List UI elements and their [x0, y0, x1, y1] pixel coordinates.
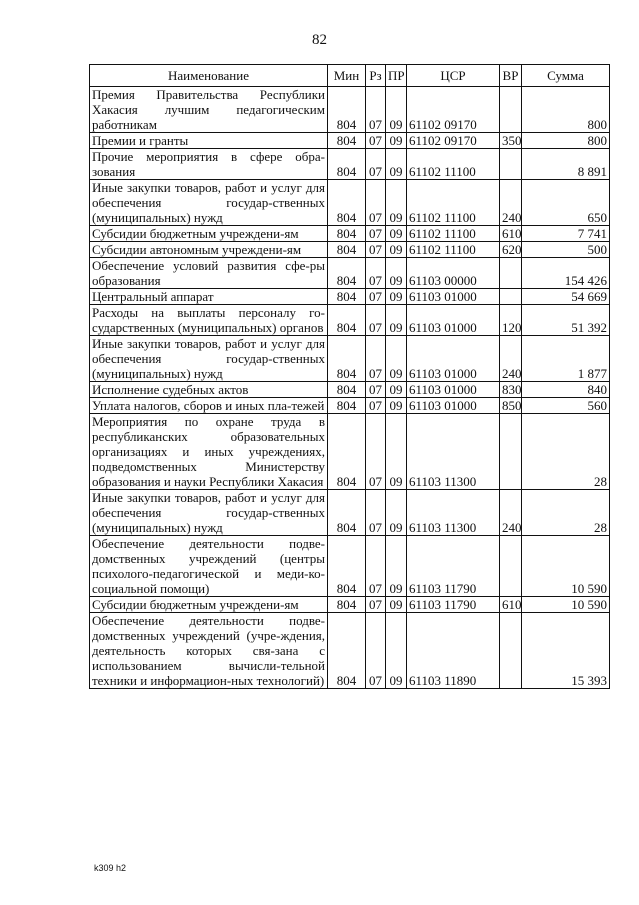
table-row	[90, 613, 610, 689]
cell-name: Субсидии бюджетным учреждени-ям	[90, 597, 328, 613]
cell-pr: 09	[386, 180, 407, 226]
cell-vr: 620	[500, 242, 522, 258]
table-row	[90, 133, 610, 149]
cell-pr: 09	[386, 258, 407, 289]
cell-csr: 61103 11790	[407, 597, 500, 613]
cell-sum: 650	[522, 180, 610, 226]
cell-min: 804	[328, 490, 366, 536]
cell-sum: 10 590	[522, 536, 610, 597]
cell-min: 804	[328, 133, 366, 149]
cell-vr: 830	[500, 382, 522, 398]
cell-sum: 7 741	[522, 226, 610, 242]
cell-name: Обеспечение деятельности подве-домственных учреждений (учре-ждения, деятельность которых свя-зана с использованием вычисли-тельной техники и информацион-ных технологий)	[90, 613, 328, 689]
cell-rz: 07	[366, 613, 386, 689]
cell-sum: 28	[522, 490, 610, 536]
cell-rz: 07	[366, 289, 386, 305]
cell-pr: 09	[386, 382, 407, 398]
header-csr: ЦСР	[407, 65, 500, 87]
cell-name: Субсидии бюджетным учреждени-ям	[90, 226, 328, 242]
cell-vr: 350	[500, 133, 522, 149]
header-pr: ПР	[386, 65, 407, 87]
cell-rz: 07	[366, 149, 386, 180]
cell-csr: 61102 09170	[407, 133, 500, 149]
cell-rz: 07	[366, 336, 386, 382]
cell-name: Обеспечение деятельности подве-домственных учреждений (центры психолого-педагогической и меди-ко-социальной помощи)	[90, 536, 328, 597]
cell-min: 804	[328, 242, 366, 258]
cell-name: Мероприятия по охране труда в республиканских образовательных организациях и иных учреждениях, подведомственных Министерству образования и науки Республики Хакасия	[90, 414, 328, 490]
cell-min: 804	[328, 414, 366, 490]
cell-csr: 61102 11100	[407, 226, 500, 242]
cell-csr: 61103 01000	[407, 398, 500, 414]
header-row	[90, 65, 610, 87]
cell-pr: 09	[386, 490, 407, 536]
header-rz: Рз	[366, 65, 386, 87]
cell-min: 804	[328, 180, 366, 226]
cell-name: Центральный аппарат	[90, 289, 328, 305]
cell-sum: 560	[522, 398, 610, 414]
cell-min: 804	[328, 305, 366, 336]
cell-sum: 1 877	[522, 336, 610, 382]
cell-sum: 154 426	[522, 258, 610, 289]
cell-csr: 61103 11790	[407, 536, 500, 597]
cell-name: Иные закупки товаров, работ и услуг для обеспечения государ-ственных (муниципальных) нужд	[90, 180, 328, 226]
cell-csr: 61103 01000	[407, 382, 500, 398]
cell-pr: 09	[386, 414, 407, 490]
cell-csr: 61103 11890	[407, 613, 500, 689]
cell-sum: 500	[522, 242, 610, 258]
cell-pr: 09	[386, 305, 407, 336]
cell-pr: 09	[386, 613, 407, 689]
cell-pr: 09	[386, 242, 407, 258]
cell-pr: 09	[386, 289, 407, 305]
cell-name: Расходы на выплаты персоналу го-сударственных (муниципальных) органов	[90, 305, 328, 336]
cell-csr: 61103 11300	[407, 490, 500, 536]
cell-rz: 07	[366, 490, 386, 536]
cell-rz: 07	[366, 536, 386, 597]
cell-rz: 07	[366, 597, 386, 613]
cell-csr: 61103 01000	[407, 289, 500, 305]
cell-rz: 07	[366, 226, 386, 242]
cell-rz: 07	[366, 87, 386, 133]
header-sum: Сумма	[522, 65, 610, 87]
table-row	[90, 289, 610, 305]
cell-name: Уплата налогов, сборов и иных пла-тежей	[90, 398, 328, 414]
cell-rz: 07	[366, 382, 386, 398]
cell-min: 804	[328, 613, 366, 689]
cell-csr: 61103 00000	[407, 258, 500, 289]
cell-sum: 10 590	[522, 597, 610, 613]
cell-pr: 09	[386, 87, 407, 133]
table-row	[90, 305, 610, 336]
table-row	[90, 398, 610, 414]
cell-sum: 800	[522, 87, 610, 133]
cell-vr	[500, 87, 522, 133]
cell-pr: 09	[386, 536, 407, 597]
cell-vr: 240	[500, 336, 522, 382]
cell-vr: 610	[500, 597, 522, 613]
cell-min: 804	[328, 536, 366, 597]
cell-sum: 800	[522, 133, 610, 149]
cell-name: Премии и гранты	[90, 133, 328, 149]
table-row	[90, 382, 610, 398]
cell-name: Премия Правительства Республики Хакасия лучшим педагогическим работникам	[90, 87, 328, 133]
cell-vr: 120	[500, 305, 522, 336]
table-row	[90, 336, 610, 382]
cell-vr	[500, 414, 522, 490]
cell-name: Иные закупки товаров, работ и услуг для обеспечения государ-ственных (муниципальных) нужд	[90, 490, 328, 536]
cell-name: Субсидии автономным учреждени-ям	[90, 242, 328, 258]
cell-vr	[500, 149, 522, 180]
cell-sum: 51 392	[522, 305, 610, 336]
cell-rz: 07	[366, 180, 386, 226]
table-row	[90, 536, 610, 597]
cell-pr: 09	[386, 336, 407, 382]
cell-rz: 07	[366, 242, 386, 258]
cell-csr: 61102 11100	[407, 149, 500, 180]
table-row	[90, 226, 610, 242]
cell-name: Обеспечение условий развития сфе-ры образования	[90, 258, 328, 289]
cell-rz: 07	[366, 305, 386, 336]
table-body	[90, 87, 610, 689]
cell-rz: 07	[366, 258, 386, 289]
table-row	[90, 87, 610, 133]
header-vr: ВР	[500, 65, 522, 87]
cell-min: 804	[328, 226, 366, 242]
cell-sum: 15 393	[522, 613, 610, 689]
table-row	[90, 597, 610, 613]
cell-min: 804	[328, 289, 366, 305]
cell-pr: 09	[386, 398, 407, 414]
page-number: 82	[312, 32, 327, 48]
cell-vr	[500, 536, 522, 597]
table-row	[90, 149, 610, 180]
cell-rz: 07	[366, 133, 386, 149]
cell-sum: 840	[522, 382, 610, 398]
cell-sum: 28	[522, 414, 610, 490]
table-row	[90, 490, 610, 536]
footer-code: k309 h2	[94, 863, 127, 873]
cell-vr: 240	[500, 490, 522, 536]
cell-csr: 61102 11100	[407, 242, 500, 258]
table-row	[90, 180, 610, 226]
table-row	[90, 242, 610, 258]
cell-csr: 61102 11100	[407, 180, 500, 226]
cell-min: 804	[328, 336, 366, 382]
cell-name: Исполнение судебных актов	[90, 382, 328, 398]
cell-csr: 61102 09170	[407, 87, 500, 133]
cell-min: 804	[328, 398, 366, 414]
table-row	[90, 414, 610, 490]
cell-rz: 07	[366, 414, 386, 490]
cell-sum: 54 669	[522, 289, 610, 305]
cell-name: Прочие мероприятия в сфере обра-зования	[90, 149, 328, 180]
cell-min: 804	[328, 597, 366, 613]
cell-sum: 8 891	[522, 149, 610, 180]
cell-pr: 09	[386, 597, 407, 613]
cell-csr: 61103 11300	[407, 414, 500, 490]
budget-table	[89, 64, 610, 689]
cell-vr	[500, 289, 522, 305]
cell-min: 804	[328, 382, 366, 398]
cell-vr	[500, 613, 522, 689]
cell-vr: 850	[500, 398, 522, 414]
cell-pr: 09	[386, 149, 407, 180]
cell-min: 804	[328, 149, 366, 180]
cell-name: Иные закупки товаров, работ и услуг для обеспечения государ-ственных (муниципальных) нужд	[90, 336, 328, 382]
cell-rz: 07	[366, 398, 386, 414]
header-min: Мин	[328, 65, 366, 87]
cell-csr: 61103 01000	[407, 305, 500, 336]
cell-vr	[500, 258, 522, 289]
cell-pr: 09	[386, 226, 407, 242]
cell-min: 804	[328, 87, 366, 133]
table-row	[90, 258, 610, 289]
cell-min: 804	[328, 258, 366, 289]
cell-vr: 240	[500, 180, 522, 226]
header-name: Наименование	[90, 65, 328, 87]
cell-csr: 61103 01000	[407, 336, 500, 382]
cell-vr: 610	[500, 226, 522, 242]
cell-pr: 09	[386, 133, 407, 149]
